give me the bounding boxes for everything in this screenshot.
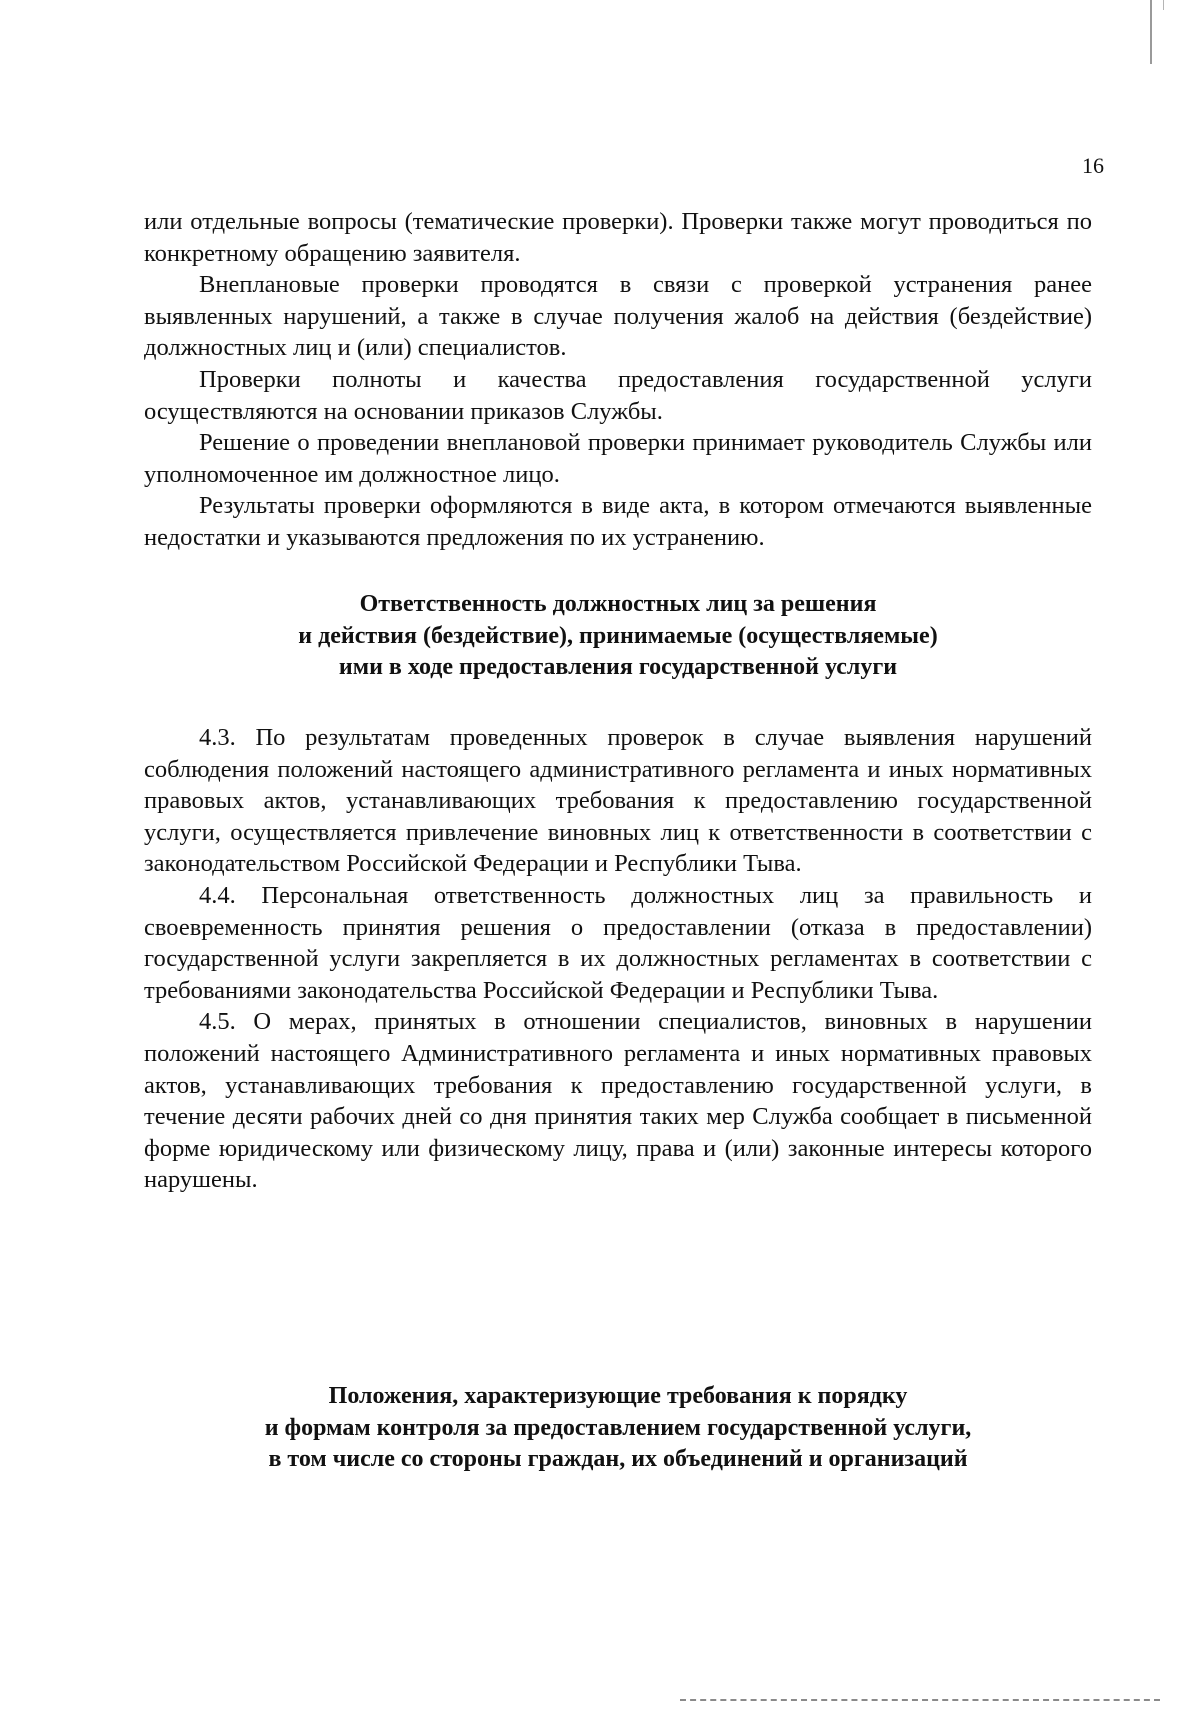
- heading-line: и формам контроля за предоставлением государственной услуги,: [264, 1414, 972, 1441]
- paragraph: Проверки полноты и качества предоставления государственной услуги осуществляются на основании приказов Службы.: [144, 365, 1092, 425]
- heading-line: Положения, характеризующие требования к порядку: [328, 1383, 908, 1409]
- scan-bottom-mark: [680, 1699, 1160, 1701]
- scan-edge-mark: [1150, 0, 1152, 64]
- scan-edge-mark-small: [1163, 0, 1164, 10]
- heading-line: Ответственность должностных лиц за решения: [359, 591, 877, 617]
- paragraph-4-3: 4.3. По результатам проведенных проверок в случае выявления нарушений соблюдения положений настоящего административного регламента и иных нормативных правовых актов, устанавливающих требования к предоставлению государственной услуги, осуществляется привлечение виновных лиц к ответственности в соответствии с законодательством Российской Федерации и Республики Тыва.: [144, 724, 1092, 878]
- section-1-text: [144, 206, 1092, 554]
- page-number: 16: [1082, 153, 1104, 178]
- heading-line: и действия (бездействие), принимаемые (осуществляемые): [298, 622, 938, 649]
- paragraph: или отдельные вопросы (тематические проверки). Проверки также могут проводиться по конкретному обращению заявителя.: [144, 208, 1092, 267]
- heading-line: ими в ходе предоставления государственной услуги: [338, 654, 898, 680]
- paragraph: Результаты проверки оформляются в виде акта, в котором отмечаются выявленные недостатки и указываются предложения по их устранению.: [144, 492, 1092, 551]
- paragraph-4-5: 4.5. О мерах, принятых в отношении специалистов, виновных в нарушении положений настоящего Административного регламента и иных нормативных правовых актов, устанавливающих требования к предоставлению государственной услуги, в течение десяти рабочих дней со дня принятия таких мер Служба сообщает в письменной форме юридическому или физическому лицу, права и (или) законные интересы которого нарушены.: [144, 1008, 1092, 1194]
- section-2-text: [144, 722, 1092, 1196]
- paragraph-4-4: 4.4. Персональная ответственность должностных лиц за правильность и своевременность принятия решения о предоставлении (отказа в предоставлении) государственной услуги закрепляется в их должностных регламентах в соответствии с требованиями законодательства Российской Федерации и Республики Тыва.: [144, 881, 1092, 1004]
- section-heading-responsibility: [144, 589, 1092, 684]
- paragraph: Решение о проведении внеплановой проверки принимает руководитель Службы или уполномоченное им должностное лицо.: [144, 429, 1092, 488]
- heading-line: в том числе со стороны граждан, их объединений и организаций: [268, 1446, 968, 1472]
- section-heading-control-provisions: [144, 1381, 1092, 1476]
- paragraph: Внеплановые проверки проводятся в связи с проверкой устранения ранее выявленных нарушений, а также в случае получения жалоб на действия (бездействие) должностных лиц и (или) специалистов.: [144, 271, 1092, 362]
